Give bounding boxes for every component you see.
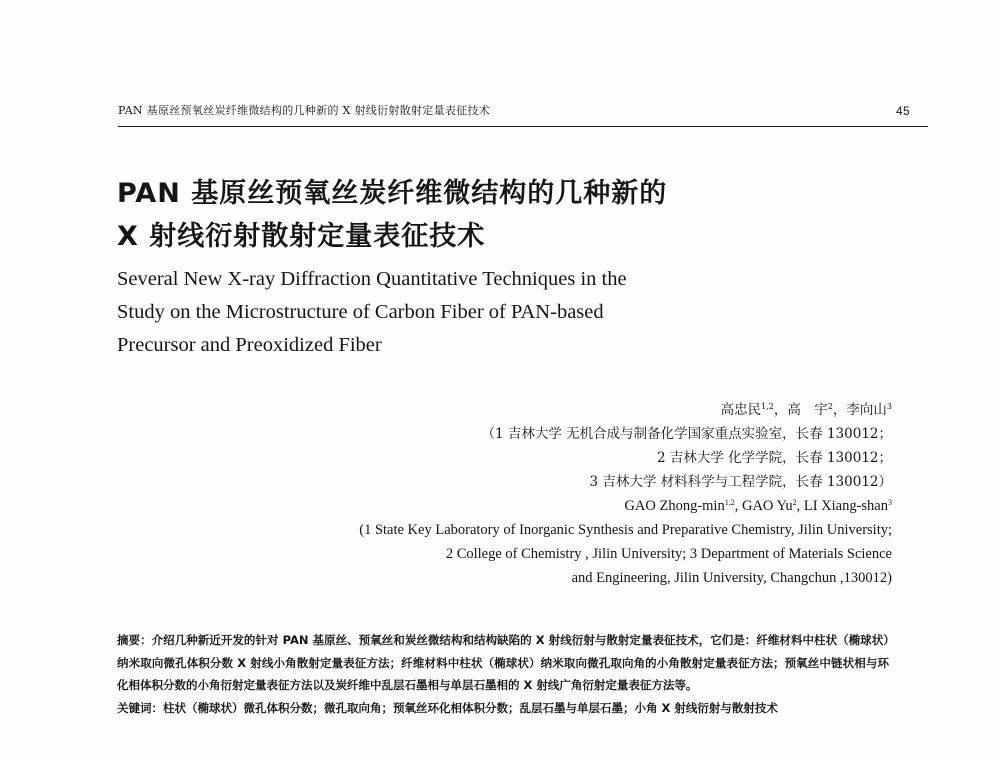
abstract-paragraph [117, 629, 889, 697]
title-english [117, 263, 897, 362]
author-1-en: GAO Zhong-min [624, 498, 725, 514]
keywords-text: 柱状（椭球状）微孔体积分数；微孔取向角；预氧丝环化相体积分数；乱层石墨与单层石墨；小角 X 射线衍射与散射技术 [163, 700, 778, 715]
author-2-en: GAO Yu [741, 498, 793, 514]
title-en-line-1: Several New X-ray Diffraction Quantitative Techniques in the [117, 268, 627, 290]
author-3-cn: 李向山 [846, 402, 887, 418]
authors-chinese [92, 398, 892, 422]
keywords-paragraph [117, 697, 889, 720]
affiliation-en-1: (1 State Key Laboratory of Inorganic Synthesis and Preparative Chemistry, Jilin University; [359, 522, 892, 538]
author-2-cn-affil: 2 [827, 402, 833, 411]
byline [92, 398, 892, 590]
abstract-label: 摘要： [117, 633, 152, 647]
authors-english [92, 494, 892, 518]
title-en-line-3: Precursor and Preoxidized Fiber [117, 334, 382, 356]
running-head [118, 102, 910, 118]
keywords-label: 关键词： [117, 700, 163, 715]
abstract-section [117, 629, 889, 719]
author-sep-2-cn: ， [832, 402, 847, 418]
author-2-en-affil: 2 [792, 498, 797, 507]
affiliation-cn-3: 3 吉林大学 材料科学与工程学院，长春 130012） [589, 474, 892, 490]
author-3-en-affil: 3 [888, 498, 892, 507]
affiliation-en-3: and Engineering, Jilin University, Changchun ,130012) [571, 570, 892, 586]
running-head-title: PAN 基原丝预氧丝炭纤维微结构的几种新的 X 射线衍射散射定量表征技术 [118, 104, 491, 117]
author-1-cn-affil: 1,2 [761, 402, 774, 411]
page-number: 45 [896, 104, 910, 118]
title-cn-line-2: X 射线衍射散射定量表征技术 [117, 221, 486, 252]
author-2-cn: 高 宇 [787, 402, 828, 418]
header-rule [118, 126, 928, 127]
author-sep-2-en: , [796, 498, 804, 514]
affiliation-cn-2: 2 吉林大学 化学学院，长春 130012； [657, 450, 892, 466]
title-chinese [117, 172, 917, 258]
title-cn-line-1: PAN 基原丝预氧丝炭纤维微结构的几种新的 [117, 178, 668, 209]
author-3-en: LI Xiang-shan [803, 498, 888, 514]
author-sep-1-cn: ， [773, 402, 788, 418]
abstract-text: 介绍几种新近开发的针对 PAN 基原丝、预氧丝和炭丝微结构和结构缺陷的 X 射线衍射与散射定量表征技术，它们是：纤维材料中柱状（椭球状）纳米取向微孔体积分数 X 射线小角散射定量表征方法；纤维材料中柱状（椭球状）纳米取向微孔取向角的小角散射定量表征方法；预氧丝中链状相与环化相体积分数的小角衍射定量表征方法以及炭纤维中乱层石墨相与单层石墨相的 X 射线广角衍射定量表征方法等。 [117, 633, 890, 692]
author-1-en-affil: 1,2 [724, 498, 735, 507]
title-en-line-2: Study on the Microstructure of Carbon Fiber of PAN-based [117, 301, 604, 323]
affiliation-cn-1: （1 吉林大学 无机合成与制备化学国家重点实验室，长春 130012； [481, 426, 892, 442]
author-sep-1-en: , [734, 498, 742, 514]
author-1-cn: 高忠民 [720, 402, 762, 418]
affiliation-en-2: 2 College of Chemistry , Jilin University; 3 Department of Materials Science [445, 546, 892, 562]
author-3-cn-affil: 3 [886, 402, 892, 411]
